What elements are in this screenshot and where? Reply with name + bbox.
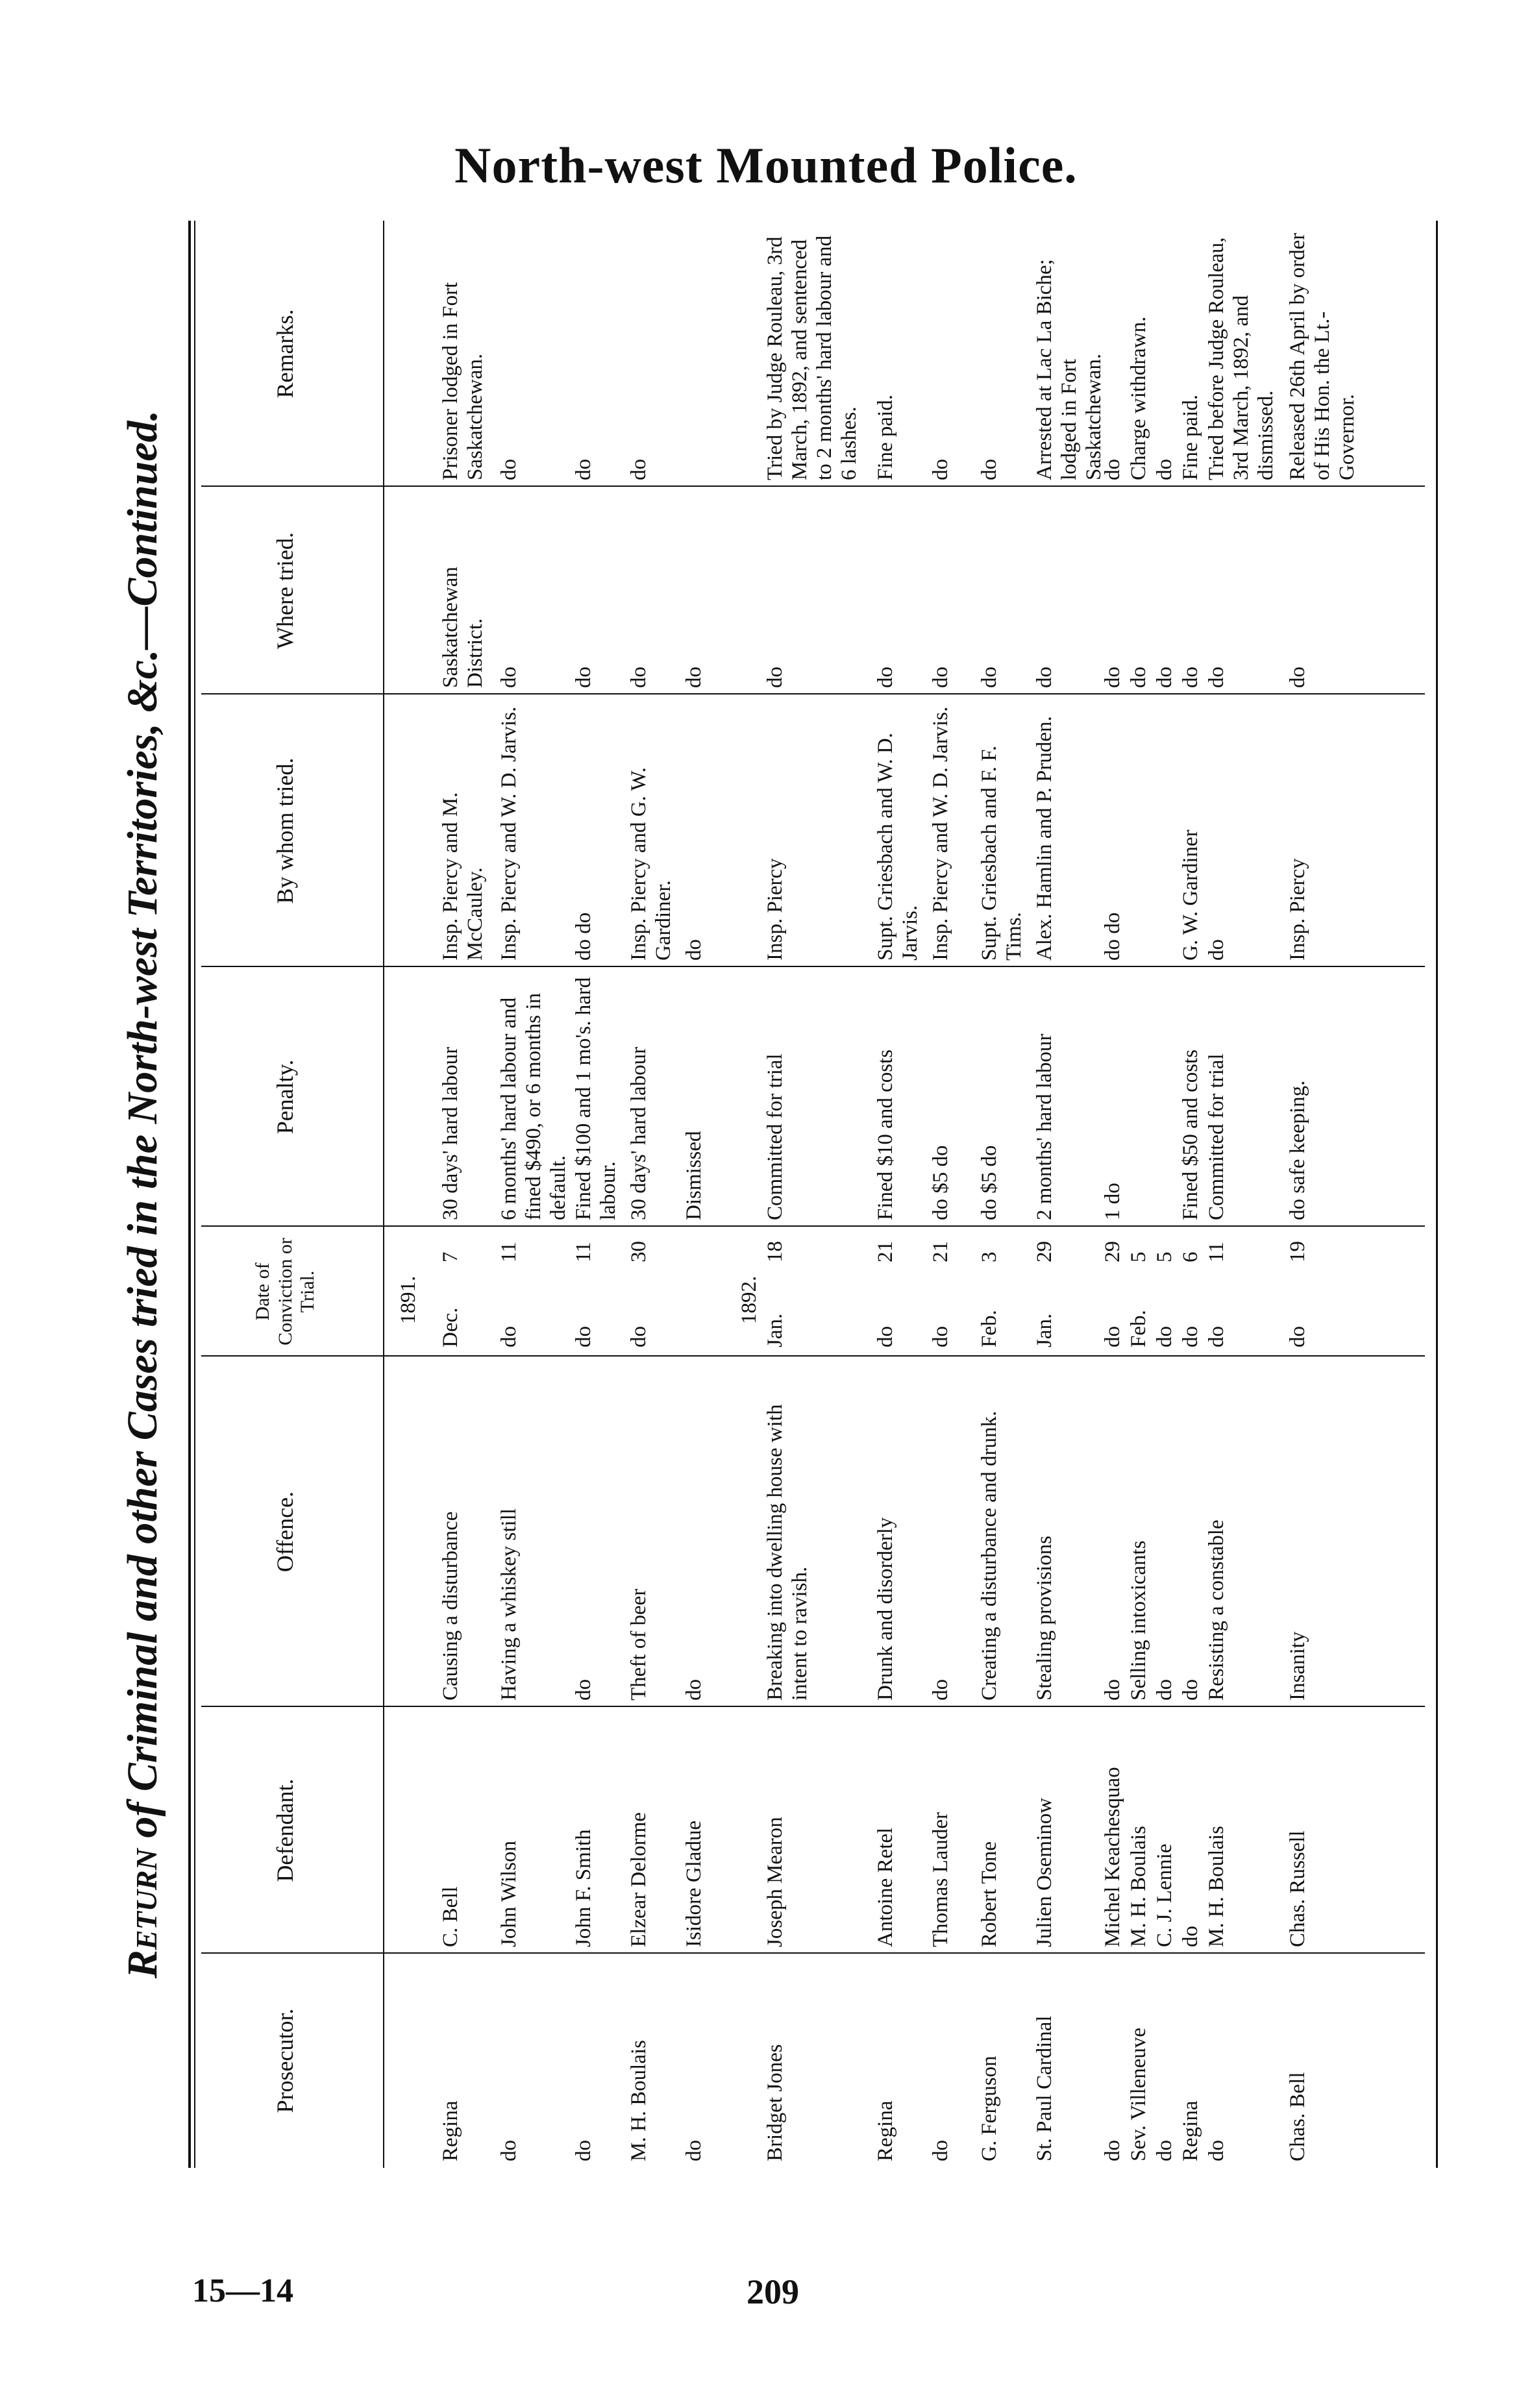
cell-penalty: 30 days' hard labour bbox=[439, 1046, 462, 1220]
column-rule bbox=[201, 485, 1425, 487]
cell-defendant: Robert Tone bbox=[978, 1841, 1001, 1947]
date-day: 29 bbox=[1101, 1241, 1124, 1262]
date-month: do bbox=[1286, 1326, 1309, 1347]
cell-where: do bbox=[874, 667, 897, 688]
cell-by-whom: Insp. Piercy and G. W. Gardiner. bbox=[627, 767, 675, 961]
column-header: By whom tried. bbox=[272, 757, 299, 904]
date-day: 21 bbox=[929, 1241, 952, 1262]
column-header: Prosecutor. bbox=[272, 2008, 299, 2113]
cell-by-whom: do bbox=[1205, 939, 1228, 961]
cell-by-whom: Supt. Griesbach and W. D. Jarvis. bbox=[874, 732, 922, 961]
cell-where: do bbox=[627, 667, 650, 688]
date-month: do bbox=[572, 1326, 595, 1347]
date-day: 6 bbox=[1179, 1251, 1202, 1262]
date-day: 7 bbox=[439, 1251, 462, 1262]
cell-remarks: do bbox=[978, 459, 1001, 480]
date-month: do bbox=[1205, 1326, 1228, 1347]
cell-remarks: Fine paid. bbox=[1179, 395, 1202, 480]
column-header: Defendant. bbox=[272, 1778, 299, 1882]
cell-where: do bbox=[572, 667, 595, 688]
cell-penalty: do $5 do bbox=[929, 1145, 952, 1220]
cell-prosecutor: Sev. Villeneuve bbox=[1127, 2027, 1150, 2161]
cell-remarks: do bbox=[627, 459, 650, 480]
cell-remarks: do bbox=[929, 459, 952, 480]
cell-defendant: Antoine Retel bbox=[874, 1827, 897, 1947]
cell-by-whom: Insp. Piercy and M. McCauley. bbox=[439, 792, 487, 961]
cell-penalty: Fined $10 and costs bbox=[874, 1049, 897, 1220]
cell-where: do bbox=[1127, 667, 1150, 688]
date-day: 5 bbox=[1153, 1251, 1176, 1262]
column-header: Penalty. bbox=[272, 1059, 299, 1135]
cell-offence: Creating a disturbance and drunk. bbox=[978, 1410, 1001, 1701]
cell-remarks: Released 26th April by order of His Hon. the Lt.-Governor. bbox=[1286, 232, 1359, 480]
cell-prosecutor: Regina bbox=[874, 2100, 897, 2161]
cell-prosecutor: do bbox=[1153, 2140, 1176, 2161]
cell-prosecutor: do bbox=[682, 2140, 706, 2161]
cell-remarks: Prisoner lodged in Fort Saskatchewan. bbox=[439, 282, 487, 480]
cell-defendant: C. Bell bbox=[439, 1886, 462, 1947]
date-day: 11 bbox=[497, 1242, 521, 1262]
cell-defendant: C. J. Lennie bbox=[1153, 1843, 1176, 1947]
table-bottom-rule bbox=[1436, 221, 1438, 2168]
cell-offence: Resisting a constable bbox=[1205, 1519, 1228, 1701]
cell-prosecutor: do bbox=[497, 2140, 521, 2161]
cell-by-whom: Insp. Piercy and W. D. Jarvis. bbox=[497, 706, 521, 961]
cell-by-whom: G. W. Gardiner bbox=[1179, 829, 1202, 961]
header-rule bbox=[383, 221, 384, 2168]
cell-penalty: 2 months' hard labour bbox=[1033, 1033, 1056, 1220]
date-day: 30 bbox=[627, 1241, 650, 1262]
column-header: Where tried. bbox=[272, 532, 299, 649]
column-header: Date of Conviction or Trial. bbox=[252, 1238, 319, 1345]
cell-remarks: do bbox=[572, 459, 595, 480]
cell-defendant: Julien Oseminow bbox=[1033, 1797, 1056, 1947]
cell-by-whom: do bbox=[682, 939, 706, 961]
cell-offence: Selling intoxicants bbox=[1127, 1540, 1150, 1701]
cell-where: do bbox=[1205, 667, 1228, 688]
cell-defendant: Isidore Gladue bbox=[682, 1820, 706, 1947]
cell-where: do bbox=[763, 667, 787, 688]
cell-defendant: Michel Keachesquao bbox=[1101, 1767, 1124, 1947]
cell-where: do bbox=[497, 667, 521, 688]
cell-by-whom: do do bbox=[1101, 912, 1124, 961]
cell-by-whom: Insp. Piercy bbox=[1286, 858, 1309, 961]
cell-by-whom: Insp. Piercy bbox=[763, 858, 787, 961]
cell-penalty: Fined $50 and costs bbox=[1179, 1049, 1202, 1220]
cell-prosecutor: M. H. Boulais bbox=[627, 2039, 650, 2161]
cell-offence: Causing a disturbance bbox=[439, 1511, 462, 1701]
date-month: Feb. bbox=[978, 1310, 1001, 1347]
cell-remarks: Charge withdrawn. bbox=[1127, 316, 1150, 480]
cell-prosecutor: do bbox=[1101, 2140, 1124, 2161]
cell-prosecutor: Bridget Jones bbox=[763, 2044, 787, 2161]
cell-offence: do bbox=[1179, 1679, 1202, 1701]
cell-offence: do bbox=[1101, 1679, 1124, 1701]
year-label: 1892. bbox=[737, 1275, 761, 1324]
cell-remarks: do bbox=[1153, 459, 1176, 480]
date-month: do bbox=[497, 1326, 521, 1347]
date-day: 19 bbox=[1286, 1241, 1309, 1262]
cell-offence: do bbox=[1153, 1679, 1176, 1701]
cell-defendant: Thomas Lauder bbox=[929, 1812, 952, 1947]
cell-remarks: Arrested at Lac La Biche; lodged in Fort Saskatchewan. bbox=[1033, 259, 1106, 480]
page-header: North-west Mounted Police. bbox=[454, 137, 1078, 193]
cell-remarks: do bbox=[497, 459, 521, 480]
cell-offence: Having a whiskey still bbox=[497, 1508, 521, 1701]
cell-defendant: M. H. Boulais bbox=[1205, 1825, 1228, 1947]
cell-remarks: Tried before Judge Rouleau, 3rd March, 1892, and dismissed. bbox=[1205, 237, 1278, 480]
cell-prosecutor: do bbox=[929, 2140, 952, 2161]
table-caption bbox=[107, 221, 179, 2168]
caption-lead: Return bbox=[119, 1849, 166, 1979]
cell-penalty: 30 days' hard labour bbox=[627, 1046, 650, 1220]
cell-prosecutor: do bbox=[572, 2140, 595, 2161]
date-day: 3 bbox=[978, 1251, 1001, 1262]
cell-where: do bbox=[929, 667, 952, 688]
date-month: do bbox=[1179, 1326, 1202, 1347]
cell-where: do bbox=[1101, 667, 1124, 688]
cell-prosecutor: Chas. Bell bbox=[1286, 2072, 1309, 2161]
cell-where: do bbox=[1153, 667, 1176, 688]
column-rule bbox=[201, 1706, 1425, 1707]
column-rule bbox=[201, 1225, 1425, 1227]
cases-table bbox=[188, 221, 1438, 2168]
cell-where: do bbox=[682, 667, 706, 688]
cell-remarks: do bbox=[1101, 459, 1124, 480]
date-day: 5 bbox=[1127, 1251, 1150, 1262]
date-month: do bbox=[627, 1326, 650, 1347]
cell-defendant: John Wilson bbox=[497, 1840, 521, 1947]
cell-offence: do bbox=[682, 1679, 706, 1701]
column-rule bbox=[201, 693, 1425, 694]
cell-by-whom: do do bbox=[572, 912, 595, 961]
cell-penalty: Committed for trial bbox=[763, 1053, 787, 1220]
cell-offence: do bbox=[929, 1679, 952, 1701]
cell-offence: Stealing provisions bbox=[1033, 1536, 1056, 1701]
cell-offence: do bbox=[572, 1679, 595, 1701]
cell-by-whom: Insp. Piercy and W. D. Jarvis. bbox=[929, 706, 952, 961]
cell-defendant: M. H. Boulais bbox=[1127, 1825, 1150, 1947]
column-header: Remarks. bbox=[272, 309, 299, 399]
cell-penalty: do $5 do bbox=[978, 1145, 1001, 1220]
date-month: Jan. bbox=[1033, 1313, 1056, 1347]
cell-penalty: Fined $100 and 1 mo's. hard labour. bbox=[572, 977, 620, 1220]
cell-prosecutor: St. Paul Cardinal bbox=[1033, 2015, 1056, 2161]
cell-prosecutor: Regina bbox=[439, 2100, 462, 2161]
date-month: do bbox=[929, 1326, 952, 1347]
date-day: 29 bbox=[1033, 1241, 1056, 1262]
cell-remarks: Fine paid. bbox=[874, 395, 897, 480]
cell-offence: Breaking into dwelling house with intent to ravish. bbox=[763, 1404, 811, 1701]
date-month: do bbox=[1153, 1326, 1176, 1347]
cell-by-whom: Supt. Griesbach and F. F. Tims. bbox=[978, 745, 1026, 961]
cell-where: do bbox=[1286, 667, 1309, 688]
cell-defendant: John F. Smith bbox=[572, 1829, 595, 1947]
cell-defendant: Chas. Russell bbox=[1286, 1830, 1309, 1947]
date-day: 21 bbox=[874, 1241, 897, 1262]
cell-penalty: Committed for trial bbox=[1205, 1053, 1228, 1220]
date-day: 11 bbox=[1205, 1242, 1228, 1262]
cell-offence: Drunk and disorderly bbox=[874, 1517, 897, 1701]
cell-defendant: Elzear Delorme bbox=[627, 1812, 650, 1947]
column-rule bbox=[201, 1952, 1425, 1954]
date-month: Feb. bbox=[1127, 1310, 1150, 1347]
column-rule bbox=[201, 966, 1425, 967]
cell-remarks: Tried by Judge Rouleau, 3rd March, 1892, and sentenced to 2 months' hard labour and 6 lashes. bbox=[763, 235, 861, 480]
date-month: do bbox=[1101, 1326, 1124, 1347]
column-rule bbox=[201, 1355, 1425, 1357]
cell-penalty: do safe keeping. bbox=[1286, 1080, 1309, 1220]
sessional-paper-number: 15—14 bbox=[192, 2272, 293, 2309]
cell-penalty: 6 months' hard labour and fined $490, or 6 months in default. bbox=[497, 992, 570, 1220]
cell-defendant: Joseph Mearon bbox=[763, 1817, 787, 1947]
cell-where: Saskatchewan District. bbox=[439, 567, 487, 688]
cell-by-whom: Alex. Hamlin and P. Pruden. bbox=[1033, 716, 1056, 961]
cell-penalty: 1 do bbox=[1101, 1183, 1124, 1220]
cell-penalty: Dismissed bbox=[682, 1131, 706, 1220]
cell-where: do bbox=[1033, 667, 1056, 688]
column-header: Offence. bbox=[272, 1491, 299, 1573]
page-number: 209 bbox=[747, 2272, 799, 2311]
cell-prosecutor: Regina bbox=[1179, 2100, 1202, 2161]
date-day: 18 bbox=[763, 1241, 787, 1262]
cell-prosecutor: G. Ferguson bbox=[978, 2056, 1001, 2161]
cell-where: do bbox=[978, 667, 1001, 688]
rotated-table-block bbox=[107, 221, 1438, 2168]
caption-rest: of Criminal and other Cases tried in the North-west Territories, &c.—Continued. bbox=[119, 410, 166, 1849]
cell-defendant: do bbox=[1179, 1926, 1202, 1947]
cell-offence: Theft of beer bbox=[627, 1588, 650, 1701]
cell-prosecutor: do bbox=[1205, 2140, 1228, 2161]
cell-where: do bbox=[1179, 667, 1202, 688]
cell-offence: Insanity bbox=[1286, 1631, 1309, 1701]
date-month: Dec. bbox=[439, 1307, 462, 1347]
date-month: Jan. bbox=[763, 1313, 787, 1347]
date-day: 11 bbox=[572, 1242, 595, 1262]
year-label: 1891. bbox=[397, 1275, 420, 1324]
date-month: do bbox=[874, 1326, 897, 1347]
